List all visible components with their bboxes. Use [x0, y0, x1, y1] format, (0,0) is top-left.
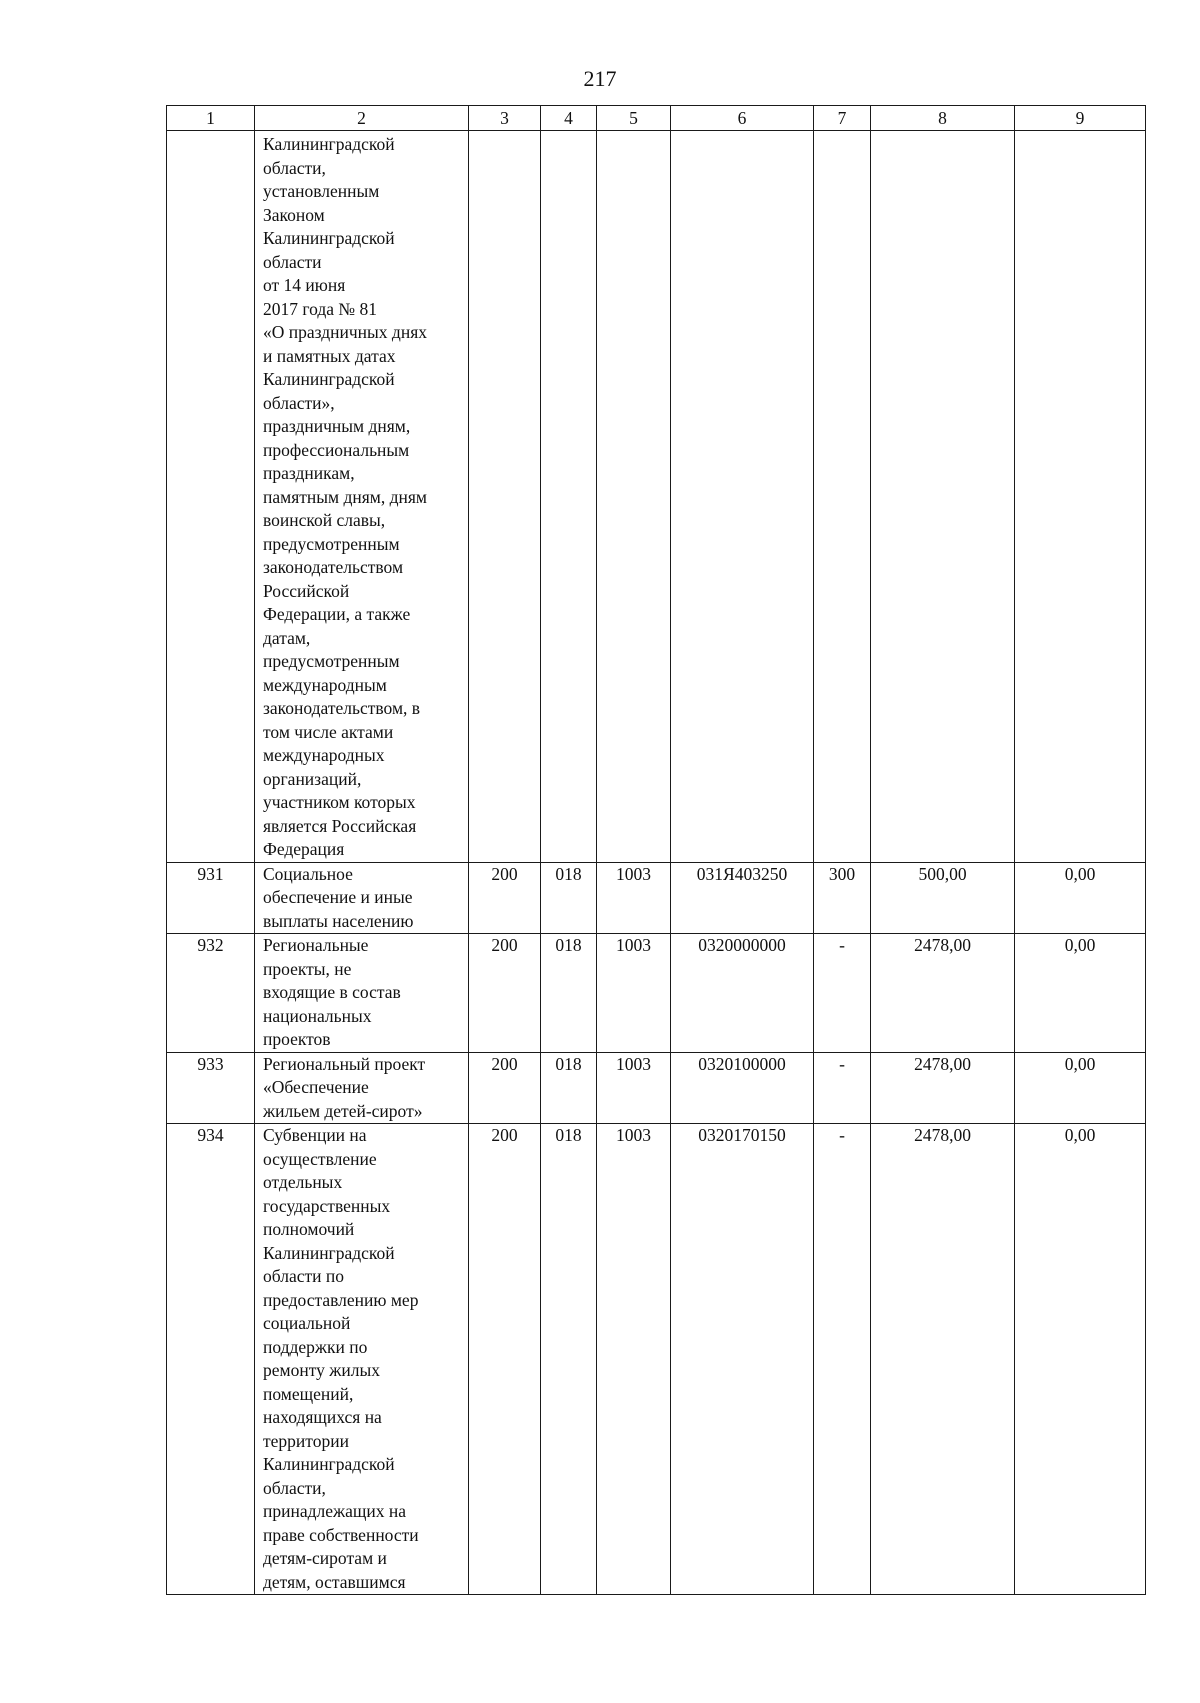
header-col-9: 9 [1015, 106, 1146, 131]
name-line: ремонту жилых [263, 1360, 380, 1380]
name-line: установленным [263, 181, 380, 201]
cell-c8: 2478,00 [871, 1052, 1015, 1124]
cell-c5 [597, 131, 671, 863]
table-row [167, 862, 1146, 934]
name-line: международным [263, 674, 387, 695]
cell-c7 [814, 131, 871, 863]
cell-name [255, 131, 469, 863]
cell-c9 [1015, 131, 1146, 863]
table-row [167, 1124, 1146, 1595]
header-col-5: 5 [597, 106, 671, 131]
name-line: Региональные [263, 935, 369, 955]
cell-c6: 031Я403250 [671, 862, 814, 934]
header-col-8: 8 [871, 106, 1015, 131]
name-line: профессиональным [263, 439, 410, 460]
name-line: Калининградской [263, 228, 395, 248]
name-line: Федерация [263, 839, 345, 859]
cell-num: 931 [167, 862, 255, 934]
name-line: Калининградской [263, 369, 395, 389]
name-line: предусмотренным [263, 651, 400, 671]
name-line: проекты, не [263, 958, 352, 979]
cell-num: 932 [167, 934, 255, 1053]
cell-name [255, 862, 469, 934]
name-line: «О праздничных днях [263, 322, 427, 342]
name-line: находящихся на [263, 1407, 382, 1427]
name-line: Калининградской [263, 1454, 395, 1474]
cell-c8 [871, 131, 1015, 863]
name-line: участником которых [263, 792, 416, 812]
name-line: Субвенции на [263, 1125, 367, 1145]
name-line: входящие в состав [263, 982, 401, 1002]
cell-num: 934 [167, 1124, 255, 1595]
cell-c9: 0,00 [1015, 862, 1146, 934]
name-line: является Российская [263, 815, 417, 836]
table-row [167, 1052, 1146, 1124]
name-line: воинской славы, [263, 510, 386, 530]
name-line: проектов [263, 1029, 331, 1049]
name-line: 2017 года № 81 [263, 298, 377, 319]
name-line: памятным дням, дням [263, 486, 428, 507]
header-col-1: 1 [167, 106, 255, 131]
name-line: Региональный проект [263, 1053, 426, 1074]
name-line: полномочий [263, 1219, 355, 1239]
name-line: предусмотренным [263, 533, 400, 554]
name-line: области», [263, 392, 335, 413]
name-line: области [263, 251, 322, 272]
header-col-3: 3 [469, 106, 541, 131]
name-line: выплаты населению [263, 910, 414, 931]
header-col-7: 7 [814, 106, 871, 131]
cell-c6: 0320170150 [671, 1124, 814, 1595]
cell-c7: - [814, 1124, 871, 1595]
name-line: Федерации, а также [263, 604, 411, 624]
page-number: 217 [583, 66, 617, 91]
cell-c5: 1003 [597, 934, 671, 1053]
header-row [167, 106, 1146, 131]
name-line: национальных [263, 1005, 372, 1026]
cell-c3: 200 [469, 1052, 541, 1124]
cell-c4: 018 [541, 862, 597, 934]
cell-c3: 200 [469, 1124, 541, 1595]
table-row [167, 934, 1146, 1053]
name-line: праздникам, [263, 463, 355, 483]
name-line: поддержки по [263, 1336, 368, 1357]
cell-c6: 0320100000 [671, 1052, 814, 1124]
cell-c7: - [814, 1052, 871, 1124]
name-line: области по [263, 1266, 344, 1286]
cell-c9: 0,00 [1015, 934, 1146, 1053]
cell-c8: 2478,00 [871, 934, 1015, 1053]
name-line: принадлежащих на [263, 1501, 406, 1521]
name-line: детям, оставшимся [263, 1571, 406, 1592]
cell-num [167, 131, 255, 863]
name-line: детям-сиротам и [263, 1548, 387, 1568]
cell-c8: 2478,00 [871, 1124, 1015, 1595]
cell-c9: 0,00 [1015, 1052, 1146, 1124]
cell-c4: 018 [541, 1052, 597, 1124]
name-line: помещений, [263, 1383, 354, 1404]
cell-name [255, 1124, 469, 1595]
name-line: законодательством, в [263, 698, 421, 718]
cell-c5: 1003 [597, 1124, 671, 1595]
name-line: предоставлению мер [263, 1289, 419, 1310]
cell-c5: 1003 [597, 862, 671, 934]
name-line: и памятных датах [263, 345, 396, 366]
name-line: социальной [263, 1313, 351, 1333]
cell-num: 933 [167, 1052, 255, 1124]
name-line: осуществление [263, 1148, 377, 1169]
name-line: территории [263, 1430, 349, 1451]
name-line: жильем детей-сирот» [263, 1100, 423, 1121]
name-line: отдельных [263, 1172, 343, 1192]
name-line: законодательством [263, 557, 404, 577]
name-line: «Обеспечение [263, 1077, 369, 1097]
cell-c6 [671, 131, 814, 863]
cell-c3: 200 [469, 862, 541, 934]
cell-name [255, 1052, 469, 1124]
cell-c8: 500,00 [871, 862, 1015, 934]
header-col-2: 2 [255, 106, 469, 131]
name-line: том числе актами [263, 721, 394, 742]
cell-c7: 300 [814, 862, 871, 934]
name-line: от 14 июня [263, 275, 346, 295]
cell-c3: 200 [469, 934, 541, 1053]
name-line: области, [263, 1477, 326, 1498]
continuation-row [167, 131, 1146, 863]
name-line: международных [263, 745, 385, 765]
cell-c4: 018 [541, 934, 597, 1053]
cell-name [255, 934, 469, 1053]
cell-c6: 0320000000 [671, 934, 814, 1053]
header-col-6: 6 [671, 106, 814, 131]
cell-c7: - [814, 934, 871, 1053]
name-line: Социальное [263, 863, 353, 884]
name-line: праздничным дням, [263, 416, 411, 436]
cell-c4: 018 [541, 1124, 597, 1595]
name-line: датам, [263, 627, 311, 648]
cell-c4 [541, 131, 597, 863]
cell-c9: 0,00 [1015, 1124, 1146, 1595]
name-line: государственных [263, 1195, 391, 1216]
name-line: Калининградской [263, 134, 395, 154]
name-line: обеспечение и иные [263, 887, 413, 907]
name-line: области, [263, 157, 326, 178]
name-line: Законом [263, 204, 325, 225]
name-line: праве собственности [263, 1524, 419, 1545]
header-col-4: 4 [541, 106, 597, 131]
cell-c3 [469, 131, 541, 863]
name-line: Российской [263, 580, 350, 601]
cell-c5: 1003 [597, 1052, 671, 1124]
budget-table [166, 105, 1146, 1595]
name-line: Калининградской [263, 1242, 395, 1263]
name-line: организаций, [263, 768, 362, 789]
